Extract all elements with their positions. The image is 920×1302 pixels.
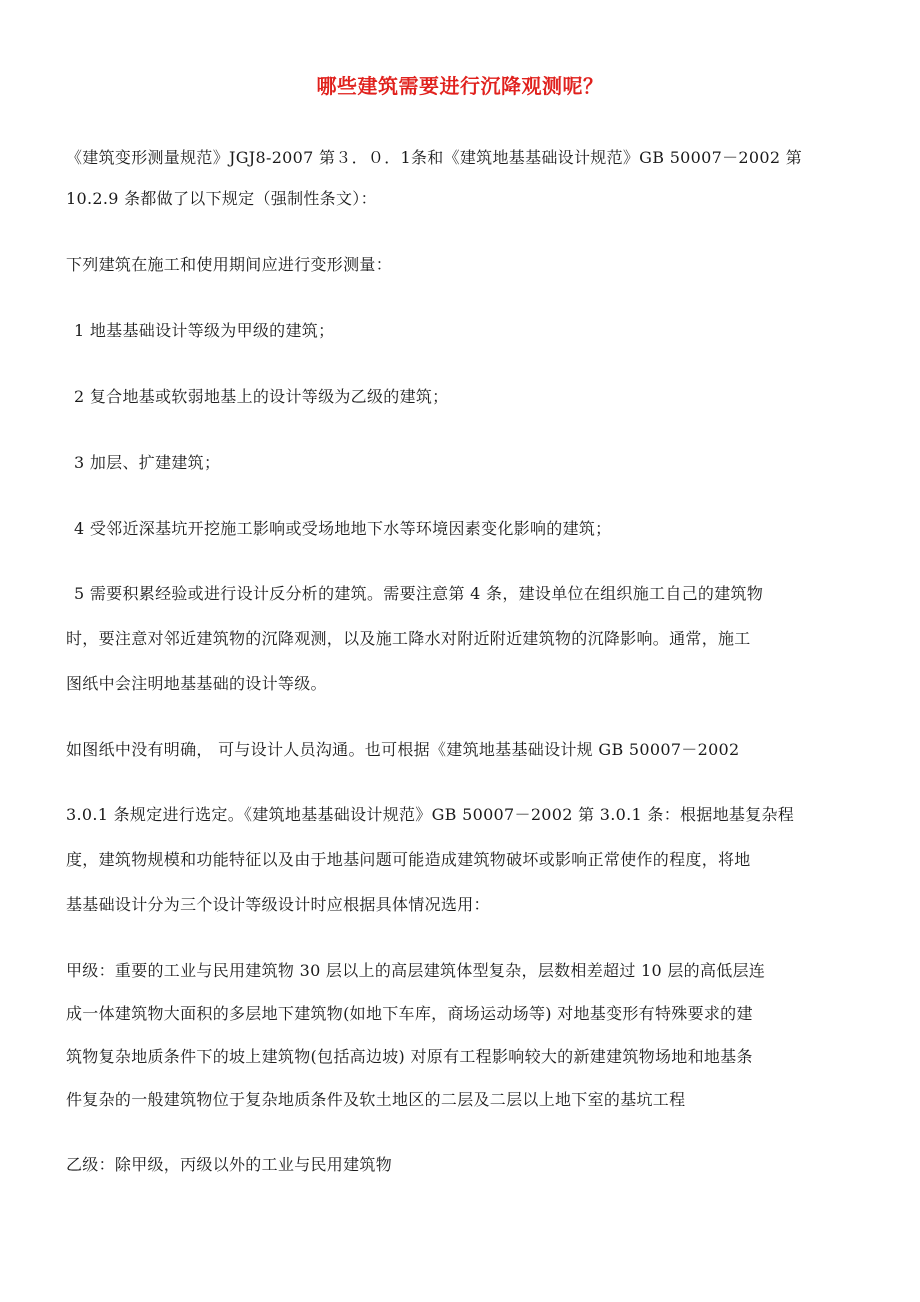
list-item-1: 1 地基基础设计等级为甲级的建筑； <box>74 321 335 340</box>
grade-b-line: 乙级：除甲级，丙级以外的工业与民用建筑物 <box>66 1155 393 1174</box>
grade-a-line-2: 成一体建筑物大面积的多层地下建筑物(如地下车库，商场运动场等) 对地基变形有特殊要求的建 <box>66 1004 753 1023</box>
grade-a-line-4: 件复杂的一般建筑物位于复杂地质条件及软土地区的二层及二层以上地下室的基坑工程 <box>66 1090 686 1109</box>
body-line-4: 如图纸中没有明确， 可与设计人员沟通。也可根据《建筑地基基础设计规 GB 50007－2002 <box>66 740 740 759</box>
body-line-5: 3.0.1 条规定进行选定。《建筑地基基础设计规范》GB 50007－2002 第 3.0.1 条：根据地基复杂程 <box>66 805 795 824</box>
page-title: 哪些建筑需要进行沉降观测呢？ <box>316 74 604 98</box>
grade-a-line-3: 筑物复杂地质条件下的坡上建筑物(包括高边坡) 对原有工程影响较大的新建建筑物场地和地基条 <box>66 1047 753 1066</box>
list-item-5-cont-2: 图纸中会注明地基基础的设计等级。 <box>66 674 327 693</box>
list-item-5-cont-1: 时，要注意对邻近建筑物的沉降观测，以及施工降水对附近附近建筑物的沉降影响。通常，施工 <box>66 629 751 648</box>
grade-a-line-1: 甲级：重要的工业与民用建筑物 30 层以上的高层建筑体型复杂，层数相差超过 10 层的高低层连 <box>66 961 766 980</box>
body-line-6: 度，建筑物规模和功能特征以及由于地基问题可能造成建筑物破坏或影响正常使作的程度，将地 <box>66 850 751 869</box>
body-line-7: 基基础设计分为三个设计等级设计时应根据具体情况选用： <box>66 895 490 914</box>
body-line-1: 《建筑变形测量规范》JGJ8-2007 第３．０．1条和《建筑地基基础设计规范》GB 50007－2002 第 <box>66 148 803 167</box>
list-item-4: 4 受邻近深基坑开挖施工影响或受场地地下水等环境因素变化影响的建筑； <box>74 519 612 538</box>
body-line-2: 10.2.9 条都做了以下规定（强制性条文）： <box>66 189 377 208</box>
list-item-5: 5 需要积累经验或进行设计反分析的建筑。需要注意第 4 条，建设单位在组织施工自己的建筑物 <box>74 584 764 603</box>
list-item-3: 3 加层、扩建建筑； <box>74 453 221 472</box>
body-line-3: 下列建筑在施工和使用期间应进行变形测量： <box>66 255 393 274</box>
list-item-2: 2 复合地基或软弱地基上的设计等级为乙级的建筑； <box>74 387 449 406</box>
